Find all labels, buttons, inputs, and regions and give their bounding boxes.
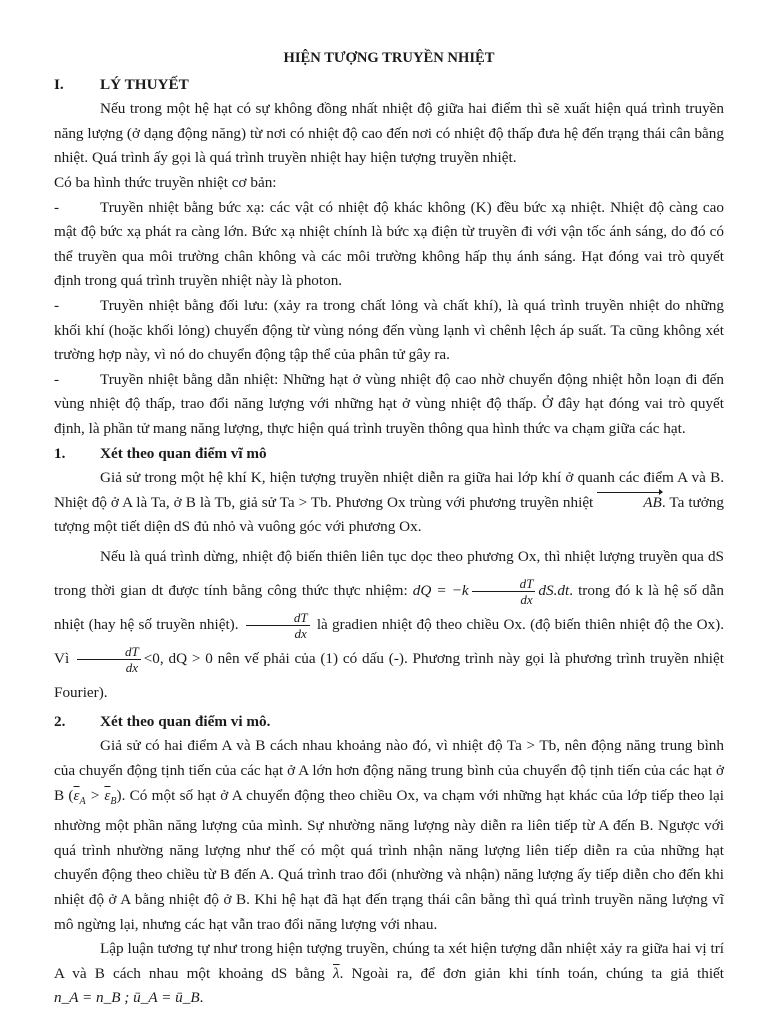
fraction-denominator: dx xyxy=(125,659,138,675)
energy-inequality xyxy=(73,786,117,807)
gradient-text: là gradien nhiệt độ theo chiều Ox. (độ biến thiên nhiệt độ the Ox). Vì xyxy=(54,615,724,667)
energy-b: $\overline{\varepsilon}$ xyxy=(104,786,111,804)
equation-rhs: dS.dt xyxy=(538,581,570,599)
macro-text-end: . Ta tưởng tượng một tiết diện dS đủ nhỏ và vuông góc với phương Ox. xyxy=(54,493,724,536)
micro-text-2-start: Lập luận tương tự như trong hiện tượng truyền, chúng ta xét hiện tượng dẫn nhiệt xảy ra giữa hai vị trí A và B cách nhau một khoảng dS bằng xyxy=(54,940,724,982)
section-number: I. xyxy=(54,75,64,93)
micro-text-2-mid: . Ngoài ra, để đơn giản khi tính toán, chúng ta giả thiết xyxy=(339,964,725,982)
fourier-equation xyxy=(412,575,570,607)
fraction-numerator: dT xyxy=(246,610,310,626)
micro-text-2-end: . xyxy=(199,989,204,1007)
conductivity-text: . trong đó k là hệ số dẫn nhiệt (hay hệ số truyền nhiệt). xyxy=(54,581,724,633)
subsection-label: Xét theo quan điểm vi mô. xyxy=(100,712,271,730)
energy-a: $\overline{\varepsilon}$ xyxy=(73,786,80,804)
fraction-denominator: dx xyxy=(294,625,307,641)
fraction-gradient xyxy=(246,610,310,641)
document-page xyxy=(54,46,724,1011)
document-title: HIỆN TƯỢNG TRUYỀN NHIỆT xyxy=(283,50,495,66)
fourier-intro-text: Nếu là quá trình dừng, nhiệt độ biến thiên liên tục dọc theo phương Ox, thì nhiệt lượng truyền qua dS trong thời gian dt được tính bằng công thức thực nhiệm: xyxy=(54,547,724,599)
bullet-text: Truyền nhiệt bằng dẫn nhiệt: Những hạt ở vùng nhiệt độ cao nhờ chuyển động nhiệt hỗn loạn đi đến vùng nhiệt độ thấp, trao đổi năng lượng với những hạt ở vùng nhiệt độ thấp. Ở đây hạt đóng vai trò quyết định, là phần tử mang năng lượng, thực hiện quá trình truyền thông qua hình thức va chạm giữa các hạt. xyxy=(54,370,724,437)
subsection-label: Xét theo quan điểm vĩ mô xyxy=(100,444,267,462)
macro-paragraph-1 xyxy=(54,466,724,540)
three-forms-line: Có ba hình thức truyền nhiệt cơ bản: xyxy=(54,173,277,191)
section-label: LÝ THUYẾT xyxy=(100,75,189,93)
fraction-numerator: dT xyxy=(472,576,536,592)
subscript-b: B xyxy=(110,795,117,807)
subsection-heading-micro xyxy=(54,710,724,735)
fraction-numerator: dT xyxy=(77,644,141,660)
section-heading-theory xyxy=(54,73,724,98)
fraction-denominator: dx xyxy=(520,591,533,607)
density-velocity-equation: n_A = n_B ; ū_A = ū_B xyxy=(54,989,200,1007)
micro-paragraph-1 xyxy=(54,734,724,937)
subsection-heading-macro xyxy=(54,442,724,467)
vector-ab: AB xyxy=(597,491,662,516)
equation-lhs: dQ = −k xyxy=(412,581,469,599)
subsection-number: 1. xyxy=(54,444,66,462)
fourier-law-text: <0, dQ > 0 nên vế phải của (1) có dấu (-). Phương trình này gọi là phương trình truyền nhiệt Fourier). xyxy=(54,649,724,701)
subsection-number: 2. xyxy=(54,712,66,730)
fraction-condition xyxy=(77,644,141,675)
macro-paragraph-2 xyxy=(54,540,724,710)
micro-text-start: Giả sử có hai điểm A và B cách nhau khoảng nào đó, vì nhiệt độ Ta > Tb, nên động năng trung bình của chuyển động tịnh tiến của các hạt ở A lớn hơn động năng trung bình của chuyển độ tịnh tiến của các hạt ở B ( xyxy=(54,737,724,804)
greater-than: > xyxy=(85,786,105,804)
micro-text-end: ). Có một số hạt ở A chuyển động theo chiều Ox, va chạm với những hạt khác của lớp tiếp theo lại nhường một phần năng lượng của mình. Sự nhường năng lượng này diễn ra liên tiếp từ A đến B. Ngược với quá trình nhường năng lượng như thế có một quá trình nhận năng lượng liên tiếp diễn ra của những hạt chuyển động theo chiều từ B đến A. Quá trình trao đổi (nhường và nhận) năng lượng ấy tiếp diễn cho đến khi nhiệt độ ở A bằng nhiệt độ ở B. Khi hệ hạt đã hạt đến trạng thái cân bằng thì quá trình truyền năng lượng vĩ mô ngừng lại, nhưng các hạt vẫn trao đổi năng lượng với nhau. xyxy=(54,786,725,933)
subscript-a: A xyxy=(79,795,86,807)
bullet-dash: - xyxy=(54,296,60,314)
bullet-dash: - xyxy=(54,370,60,388)
fraction-dt-dx xyxy=(472,576,536,607)
bullet-conduction xyxy=(54,368,724,442)
mean-free-path-symbol: $\overline{\lambda}$ xyxy=(333,964,340,982)
bullet-text: Truyền nhiệt bằng đối lưu: (xảy ra trong chất lỏng và chất khí), là quá trình truyền nhiệt do những khối khí (hoặc khối lỏng) chuyển động từ vùng nóng đến vùng lạnh vì chênh lệch áp suất. Ta cũng không xét trường hợp này, vì nó do chuyển động tập thể của phân tử gây ra. xyxy=(54,296,724,364)
bullet-dash: - xyxy=(54,198,60,216)
bullet-text: Truyền nhiệt bằng bức xạ: các vật có nhiệt độ khác không (K) đều bức xạ nhiệt. Nhiệt độ càng cao mật độ bức xạ phát ra càng lớn. Bức xạ nhiệt chính là bức xạ điện từ truyền đi với vận tốc ánh sáng, do đó có thể truyền qua môi trường chân không và các môi trường không hấp thụ ánh sáng. Hạt đóng vai trò quyết định trong quá trình truyền nhiệt này là photon. xyxy=(54,198,724,290)
micro-paragraph-2 xyxy=(54,937,724,1011)
bullet-radiation xyxy=(54,196,724,294)
intro-paragraph: Nếu trong một hệ hạt có sự không đồng nhất nhiệt độ giữa hai điểm thì sẽ xuất hiện quá trình truyền năng lượng (ở dạng động năng) từ nơi có nhiệt độ cao đến nơi có nhiệt độ thấp đưa hệ đến trạng thái cân bằng nhiệt. Quá trình ấy gọi là quá trình truyền nhiệt hay hiện tượng truyền nhiệt. xyxy=(54,100,724,167)
bullet-convection xyxy=(54,294,724,368)
macro-text: Giả sử trong một hệ khí K, hiện tượng truyền nhiệt diễn ra giữa hai lớp khí ở quanh các điểm A và B. Nhiệt độ ở A là Ta, ở B là Tb, giả sử Ta > Tb. Phương Ox trùng với phương truyền nhiệt xyxy=(54,469,724,511)
